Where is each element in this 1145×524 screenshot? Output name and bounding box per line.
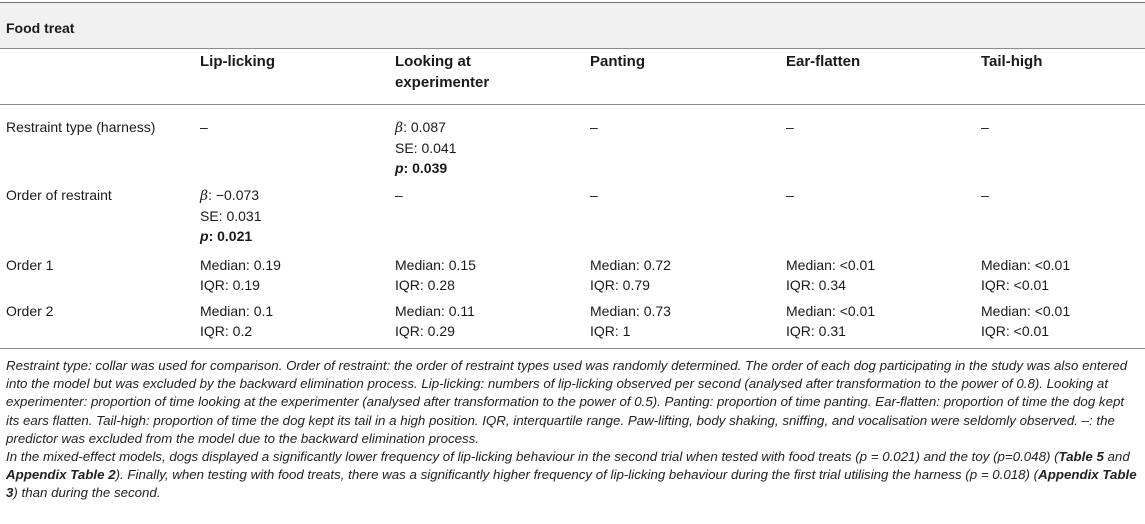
header-rule — [0, 104, 1145, 105]
col-header-ear-flatten — [786, 51, 860, 72]
cell: Median: 0.72 IQR: 0.79 — [590, 257, 671, 293]
p-line: p: 0.039 — [395, 160, 448, 176]
col-header-line: Ear-flatten — [786, 53, 861, 70]
table-5-link[interactable]: Table 5 — [1058, 449, 1104, 465]
title-band — [0, 3, 1145, 48]
cell: Median: 0.11 IQR: 0.29 — [395, 303, 475, 339]
cell: – — [590, 187, 598, 203]
col-header-panting — [590, 51, 645, 72]
cell: Median: <0.01 IQR: 0.34 — [786, 257, 876, 293]
appendix-table-3-link[interactable]: Appendix Table 3 — [6, 467, 1137, 501]
row-label-restraint-type: Restraint type (harness) — [6, 119, 156, 135]
bottom-rule — [0, 348, 1145, 349]
col-header-lip-licking — [200, 51, 275, 72]
cell: – — [395, 187, 403, 203]
col-header-line: Panting — [590, 53, 645, 70]
cell: – — [981, 187, 989, 203]
se-line: SE: 0.031 — [200, 208, 262, 224]
table-title: Food treat — [6, 20, 75, 36]
cell: – — [981, 119, 989, 135]
row-label-order-of-restraint: Order of restraint — [6, 187, 112, 203]
row-label-order-1: Order 1 — [6, 257, 54, 273]
cell: Median: 0.19 IQR: 0.19 — [200, 257, 281, 293]
col-header-looking-at-experimenter — [395, 51, 489, 93]
cell: Median: 0.1 IQR: 0.2 — [200, 303, 274, 339]
col-header-tail-high — [981, 51, 1042, 72]
cell: – — [590, 119, 598, 135]
cell: Median: 0.15 IQR: 0.28 — [395, 257, 476, 293]
beta-line: β: −0.073 — [200, 187, 260, 204]
p-line: p: 0.021 — [200, 228, 253, 244]
cell-stat — [395, 117, 457, 178]
cell: – — [786, 119, 794, 135]
cell: – — [200, 119, 208, 135]
table-footnote — [6, 357, 1140, 503]
cell-stat — [200, 185, 262, 246]
cell: – — [786, 187, 794, 203]
title-rule — [0, 48, 1145, 49]
cell: Median: <0.01 IQR: <0.01 — [981, 257, 1071, 293]
cell: Median: <0.01 IQR: 0.31 — [786, 303, 876, 339]
beta-line: β: 0.087 — [395, 119, 446, 136]
cell: Median: 0.73 IQR: 1 — [590, 303, 671, 339]
col-header-line: Tail-high — [981, 53, 1043, 70]
col-header-line: experimenter — [395, 74, 490, 91]
col-header-line: Looking at — [395, 53, 471, 70]
col-header-line: Lip-licking — [200, 53, 275, 70]
row-label-order-2: Order 2 — [6, 303, 54, 319]
appendix-table-2-link[interactable]: Appendix Table 2 — [6, 467, 116, 483]
footnote-paragraph-1: Restraint type: collar was used for comparison. Order of restraint: the order of restraint types used was randomly determined. The order of each dog participating in the study was also entered into the model but was excluded by the backward elimination process. Lip-licking: numbers of lip-licking observed per second (analysed after transformation to the power of 0.8). Looking at experimenter: proportion of time looking at the experimenter (analysed after transformation to the power of 0.5). Panting: proportion of time panting. Ear-flatten: proportion of time the dog kept its ears flatten. Tail-high: proportion of time the dog kept its tail in a high position. IQR, interquartile range. Paw-lifting, body shaking, sniffing, and vocalisation were seldomly observed. –: the predictor was excluded from the model due to the backward elimination process. — [6, 358, 1128, 446]
se-line: SE: 0.041 — [395, 140, 457, 156]
footnote-paragraph-2: In the mixed-effect models, dogs displayed a significantly lower frequency of lip-licking behaviour in the second trial when tested with food treats (p = 0.021) and the toy (p=0.048) (Table 5 and Appendix Table 2). Finally, when testing with food treats, there was a significantly higher frequency of lip-licking behaviour during the first trial utilising the harness (p = 0.018) (Appendix Table 3) than during the second. — [6, 449, 1137, 501]
cell: Median: <0.01 IQR: <0.01 — [981, 303, 1071, 339]
